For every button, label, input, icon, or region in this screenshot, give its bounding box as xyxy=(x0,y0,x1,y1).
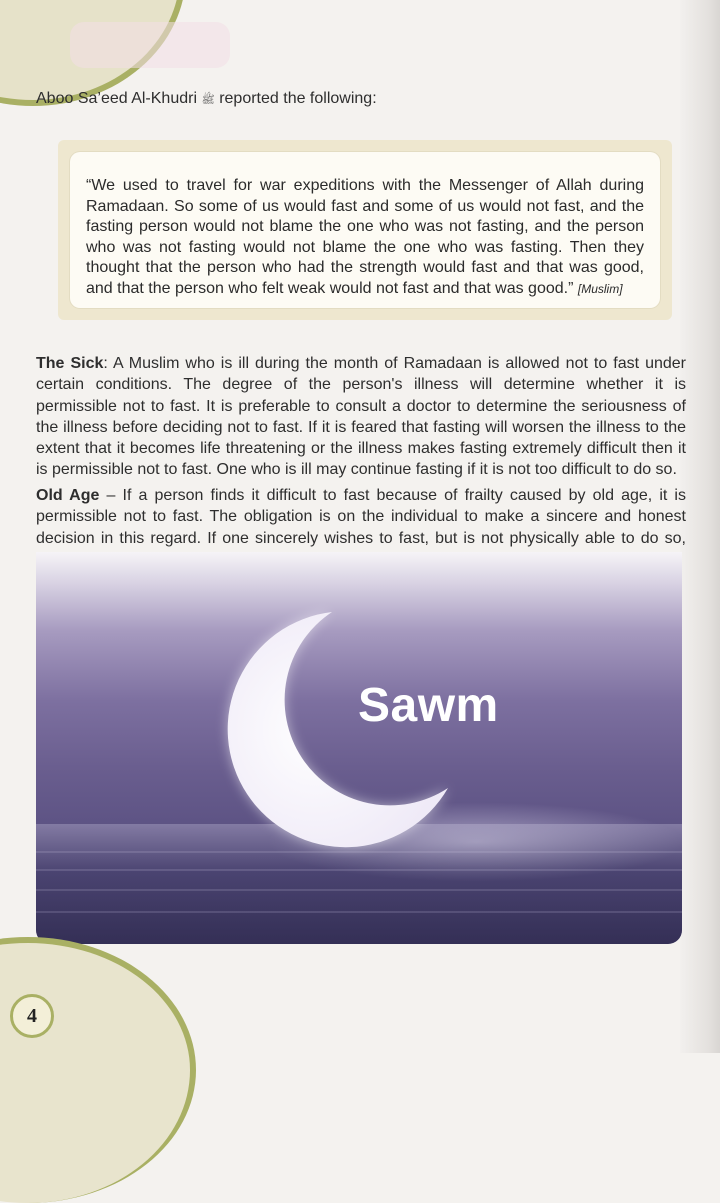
sick-heading: The Sick xyxy=(36,355,104,372)
page-number: 4 xyxy=(10,994,54,1038)
intro-suffix: reported the following: xyxy=(219,90,377,107)
image-caption: Sawm xyxy=(358,679,499,732)
quote-box xyxy=(58,140,672,320)
crescent-moon-icon xyxy=(36,552,682,944)
old-age-text: – If a person finds it difficult to fast because of frailty caused by old age, it is permissible not to fast. The obligation is on the individual to make a sincere and honest decision in this regard. If one sincerely wishes to fast, but is not physically able to do so, xyxy=(36,487,686,547)
crescent-moon-image xyxy=(36,552,682,944)
page-fold-shadow xyxy=(680,0,720,1053)
honorific-glyph: ﷺ xyxy=(201,94,215,106)
quote-panel xyxy=(70,152,660,308)
sick-paragraph xyxy=(36,353,686,481)
sick-text: : A Muslim who is ill during the month of Ramadaan is allowed not to fast under certain conditions. The degree of the person's illness will determine whether it is permissible not to fast. It is preferable to consult a doctor to determine the seriousness of the illness before deciding not to fast. If it is feared that fasting will worsen the illness to the extent that it becomes life threatening or the illness makes fasting extremely difficult then it is permissible not to fast. One who is ill may continue fasting if it is not too difficult to do so. xyxy=(36,355,686,479)
old-age-heading: Old Age xyxy=(36,487,100,504)
corner-decoration-bottom xyxy=(0,937,196,1203)
faded-logo xyxy=(70,22,230,68)
quote-text: “We used to travel for war expeditions with the Messenger of Allah during Ramadaan. So some of us would fast and some of us would not fast, and the fasting person would not blame the one who was not fasting, and the person who was not fasting would not blame the one who was fasting. Then they thought that the person who had the strength would fast and that was good, and that the person who felt weak would not fast and that was good.” xyxy=(86,177,644,297)
intro-line xyxy=(36,90,377,109)
quote-source: [Muslim] xyxy=(577,281,623,296)
intro-text: Aboo Sa’eed Al-Khudri xyxy=(36,90,197,107)
